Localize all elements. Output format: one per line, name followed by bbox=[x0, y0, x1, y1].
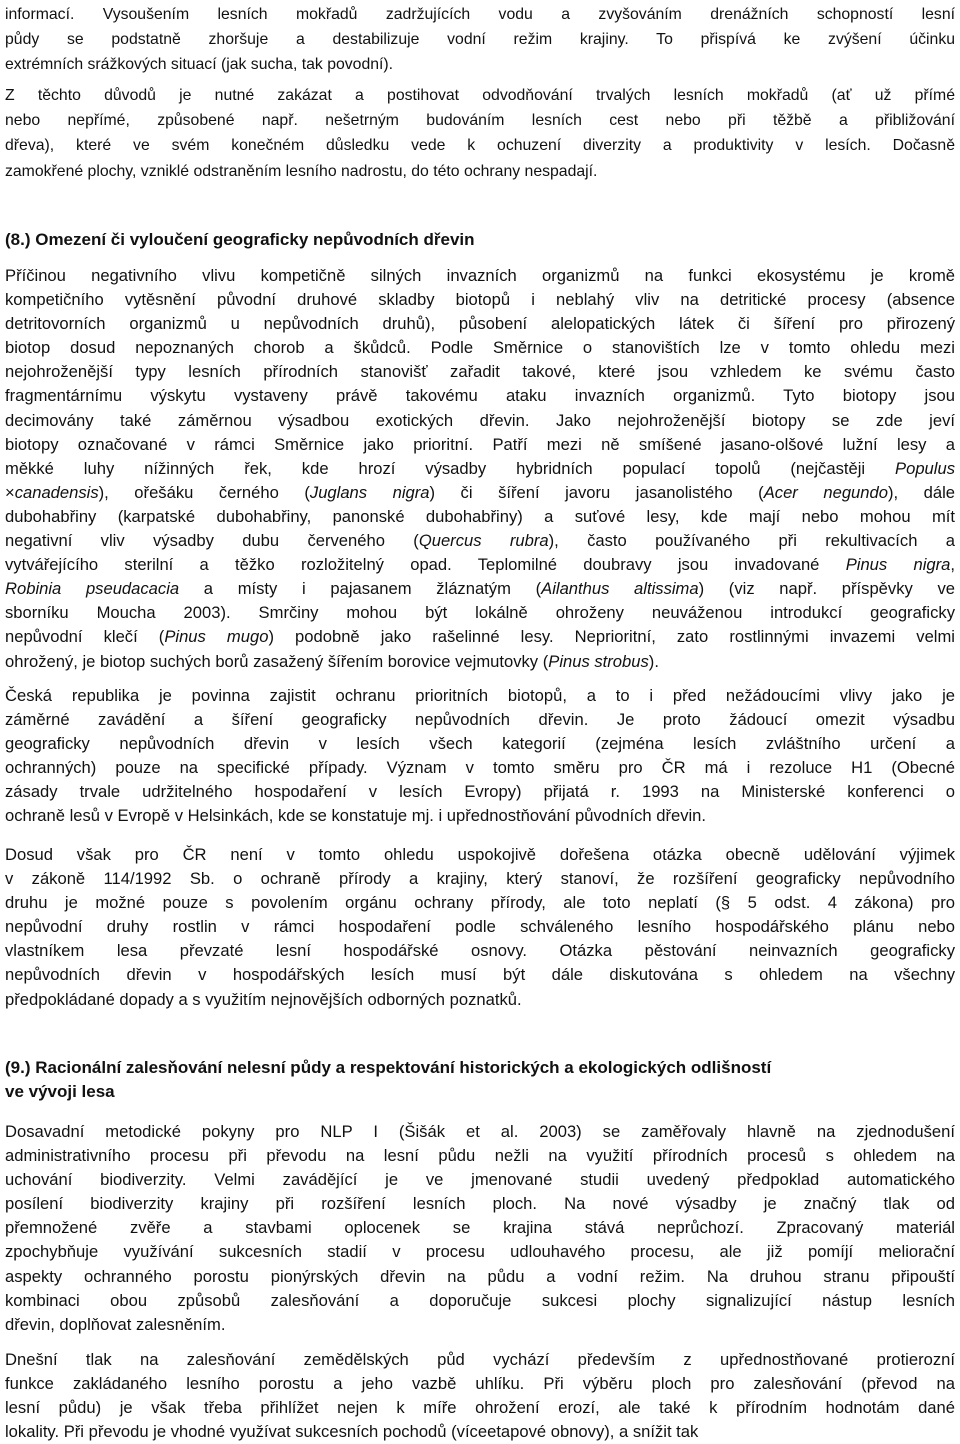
heading-section-9 bbox=[5, 1056, 955, 1104]
text-line: biotopy označované v rámci Směrnice jako prioritní. Patří mezi ně smíšené jasano-olšové lužní lesy a bbox=[5, 434, 955, 454]
text-line: předpokládané dopady a s využitím nejnovějších odborných poznatků. bbox=[5, 989, 522, 1009]
text-line: Robinia pseudacacia a místy i pajasanem žláznatým (Ailanthus altissima) (viz např. příspěvky ve bbox=[5, 579, 955, 599]
heading-section-8 bbox=[5, 228, 955, 252]
text-line: přemnožené zvěře a stavbami oplocenek se krajina stává neprůchozí. Zpracovaný materiál bbox=[5, 1218, 955, 1238]
text-line: nebo nepřímé, způsobené např. nešetrným budováním lesních cest nebo při těžbě a přibližování bbox=[5, 112, 955, 130]
text-line: vlastníkem lesa převzaté lesní hospodářské osnovy. Otázka pěstování neinvazních geograficky bbox=[5, 941, 955, 961]
text-line: dřevin, doplňovat zalesněním. bbox=[5, 1314, 226, 1334]
text-line: nepůvodní druhy rostlin v rámci hospodaření podle schváleného lesního hospodářského plánu nebo bbox=[5, 917, 955, 937]
text-line: kombinaci obou způsobů zalesňování a doporučuje sukcesi plochy signalizující nástup lesních bbox=[5, 1290, 955, 1310]
text-line: záměrné zavádění a šíření geograficky nepůvodních dřevin. Je proto žádoucí omezit výsadbu bbox=[5, 710, 955, 730]
text-line: ×canadensis), ořešáku černého (Juglans nigra) či šíření javoru jasanolistého (Acer negundo), dále bbox=[5, 482, 955, 502]
text-line: v zákoně 114/1992 Sb. o ochraně přírody a krajiny, který stanoví, že rozšíření geograficky nepůvodního bbox=[5, 869, 955, 889]
text-line: kompetičního vytěsnění původní druhové skladby biotopů i neblahý vliv na detritické procesy (absence bbox=[5, 290, 955, 310]
text-line: posílení biodiverzity krajiny při rozšíření lesních ploch. Na nové výsadby je značný tlak od bbox=[5, 1194, 955, 1214]
text-line: funkce zakládaného lesního porostu a jeho vazbě uhlíku. Při výběru ploch pro zalesňování (převod na bbox=[5, 1374, 955, 1394]
text-line: Z těchto důvodů je nutné zakázat a postihovat odvodňování trvalých lesních mokřadů (ať už přímé bbox=[5, 87, 955, 104]
text-line: Dosavadní metodické pokyny pro NLP I (Šišák et al. 2003) se zaměřovaly hlavně na zjednodušení bbox=[5, 1122, 955, 1141]
text-line: (9.) Racionální zalesňování nelesní půdy a respektování historických a ekologických odlišností bbox=[5, 1058, 772, 1077]
text-line: ohrožený, je biotop suchých borů zasažený šířením borovice vejmutovky (Pinus strobus). bbox=[5, 651, 659, 671]
text-line: vytvářejícího sterilní a těžko rozložitelný opad. Teplomilné doubravy jsou invadované Pinus nigra, bbox=[5, 555, 955, 575]
text-line: Příčinou negativního vlivu kompetičně silných invazních organizmů na funkci ekosystému je kromě bbox=[5, 266, 955, 285]
text-line: nepůvodní klečí (Pinus mugo) podobně jako rašelinné lesy. Neprioritní, zato rostlinnými invazemi velmi bbox=[5, 627, 955, 647]
text-line: ochraně lesů v Evropě v Helsinkách, kde se konstatuje mj. i upřednostňování původních dřevin. bbox=[5, 806, 707, 826]
text-line: informací. Vysoušením lesních mokřadů zadržujících vodu a zvyšováním drenážních schopností lesní bbox=[5, 6, 955, 23]
paragraph-current-pressure bbox=[5, 1348, 955, 1444]
paragraph-law bbox=[5, 843, 955, 1012]
text-line: zpochybňuje využívání sukcesních stadií v procesu udlouhavého procesu, ale již pomíjí meliorační bbox=[5, 1242, 955, 1262]
text-line: ochranných) pouze na specifické případy. Význam v tomto směru pro ČR má i rezoluce H1 (Obecné bbox=[5, 758, 955, 778]
text-line: zamokřené plochy, vzniklé odstraněním lesního nadrostu, do této ochrany nespadají. bbox=[5, 162, 598, 180]
text-line: lokality. Při převodu je vhodné využívat sukcesních pochodů (víceetapové obnovy), a snížit tak bbox=[5, 1422, 699, 1442]
paragraph-invasive bbox=[5, 264, 955, 674]
text-line: negativní vliv výsadby dubu červeného (Quercus rubra), často používaného při rekultivacích a bbox=[5, 531, 955, 551]
text-line: lesní půdu) je však třeba přihlížet nejen k míře ohrožení erozí, ale také k přírodním hodnotám dané bbox=[5, 1398, 955, 1418]
text-line: Dosud však pro ČR není v tomto ohledu uspokojivě dořešena otázka obecně udělování výjimek bbox=[5, 845, 955, 864]
paragraph-intro-end bbox=[5, 2, 955, 78]
text-line: Dnešní tlak na zalesňování zemědělských půd vychází především z upřednostňované protierozní bbox=[5, 1350, 955, 1369]
paragraph-cr-obligation bbox=[5, 684, 955, 829]
text-line: (8.) Omezení či vyloučení geograficky nepůvodních dřevin bbox=[5, 230, 475, 249]
text-line: geograficky nepůvodních dřevin v lesích všech kategorií (zejména lesích zvláštního určení a bbox=[5, 734, 955, 754]
text-line: dubohabřiny (karpatské dubohabřiny, panonské dubohabřiny) a suťové lesy, kde mají nebo mohou mít bbox=[5, 506, 955, 526]
text-line: decimovány také záměrnou výsadbou exotických dřevin. Jako nejohroženější biotopy se zde jeví bbox=[5, 410, 955, 430]
text-line: aspekty ochranného porostu pionýrských dřevin na půdu a vodní režim. Na druhou stranu připouští bbox=[5, 1266, 955, 1286]
text-line: detritovorních organizmů u nepůvodních druhů), působení alelopatických látek či šíření pro přirozený bbox=[5, 314, 955, 334]
text-line: ve vývoji lesa bbox=[5, 1082, 115, 1102]
text-line: nejohroženější typy lesních přírodních stanovišť zařadit takové, které jsou vzhledem ke svému často bbox=[5, 362, 955, 382]
paragraph-wetlands bbox=[5, 83, 955, 184]
text-line: fragmentárnímu výskytu vystaveny právě takovému ataku invazních organizmů. Tyto biotopy jsou bbox=[5, 386, 955, 406]
text-line: měkké luhy nížinných řek, kde hrozí výsadby hybridních populací topolů (nejčastěji Populus bbox=[5, 458, 955, 478]
paragraph-nlp bbox=[5, 1120, 955, 1337]
text-line: půdy se podstatně zhoršuje a destabilizuje vodní režim krajiny. To přispívá ke zvýšení účinku bbox=[5, 31, 955, 49]
text-line: sborníku Moucha 2003). Smrčiny mohou být lokálně ohroženy neuváženou introdukcí geograficky bbox=[5, 603, 955, 623]
text-line: biotop dosud nepoznaných chorob a škůdců. Podle Směrnice o stanovištích lze v tomto ohledu mezi bbox=[5, 338, 955, 358]
text-line: dřeva), které ve svém konečném důsledku vede k ochuzení diverzity a produktivity v lesích. Dočasně bbox=[5, 137, 955, 155]
text-line: zásady trvale udržitelného hospodaření v lesích Evropy) přijatá r. 1993 na Ministerské konferenci o bbox=[5, 782, 955, 802]
text-line: Česká republika je povinna zajistit ochranu prioritních biotopů, a to i před nežádoucími vlivy jako je bbox=[5, 686, 955, 705]
text-line: uchování biodiverzity. Velmi zavádějící je ve jmenované studii uvedený předpoklad automatického bbox=[5, 1170, 955, 1190]
text-line: extrémních srážkových situací (jak sucha, tak povodní). bbox=[5, 56, 394, 74]
text-line: administrativního procesu při převodu na lesní půdu nežli na využití přírodních procesů s ohledem na bbox=[5, 1146, 955, 1166]
text-line: nepůvodních dřevin v hospodářských lesích musí být dále diskutována s ohledem na všechny bbox=[5, 965, 955, 985]
text-line: druhu je možné pouze s povolením orgánu ochrany přírody, ale toto neplatí (§ 5 odst. 4 zákona) pro bbox=[5, 893, 955, 913]
